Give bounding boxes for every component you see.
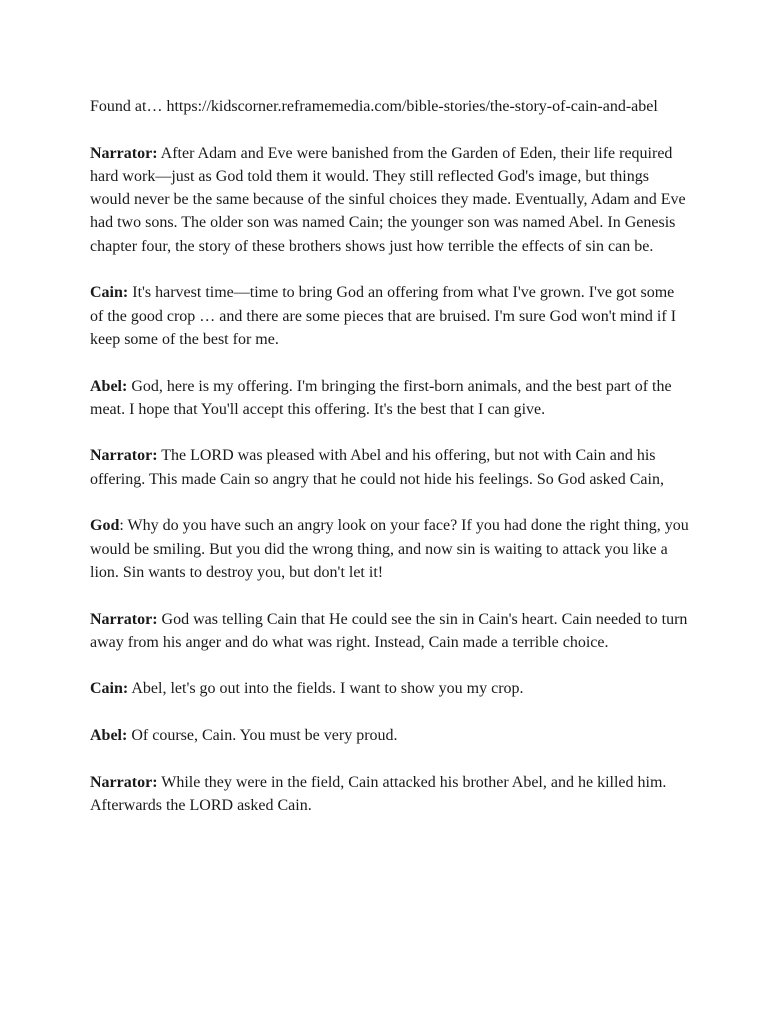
dialogue-text: Of course, Cain. You must be very proud. — [127, 727, 398, 745]
speaker-name: Abel: — [90, 377, 128, 395]
dialogue-paragraph — [90, 514, 690, 584]
dialogue-paragraph — [90, 444, 690, 491]
document-page — [90, 95, 690, 841]
dialogue-text: While they were in the field, Cain attacked his brother Abel, and he killed him. Afterwards the LORD asked Cain. — [90, 773, 667, 814]
source-prefix: Found at… — [90, 98, 167, 115]
dialogue-text: It's harvest time—time to bring God an offering from what I've grown. I've got some of the good crop … and there are some pieces that are bruised. I'm sure God won't mind if I keep some of the best for me. — [90, 284, 677, 348]
dialogue-paragraph — [90, 771, 690, 818]
speaker-name: Narrator: — [90, 144, 158, 162]
speaker-name: Cain: — [90, 284, 129, 302]
dialogue-text: : Why do you have such an angry look on your face? If you had done the right thing, you would be smiling. But you did the wrong thing, and now sin is waiting to attack you like a lion. Sin wants to destroy you, but don't let it! — [90, 517, 689, 581]
dialogue-text: After Adam and Eve were banished from the Garden of Eden, their life required hard work—just as God told them it would. They still reflected God's image, but things would never be the same because of the sinful choices they made. Eventually, Adam and Eve had two sons. The older son was named Cain; the younger son was named Abel. In Genesis chapter four, the story of these brothers shows just how terrible the effects of sin can be. — [90, 144, 686, 255]
dialogue-paragraph — [90, 724, 690, 747]
speaker-name: Narrator: — [90, 610, 158, 628]
source-line — [90, 95, 690, 118]
dialogue-text: Abel, let's go out into the fields. I want to show you my crop. — [128, 680, 524, 698]
dialogue-paragraph — [90, 608, 690, 655]
dialogue-text: The LORD was pleased with Abel and his offering, but not with Cain and his offering. This made Cain so angry that he could not hide his feelings. So God asked Cain, — [90, 447, 664, 488]
speaker-name: Cain: — [90, 680, 129, 698]
dialogue-paragraph — [90, 142, 690, 258]
dialogue-paragraph — [90, 281, 690, 351]
dialogue-paragraph — [90, 677, 690, 700]
dialogue-paragraph — [90, 375, 690, 422]
speaker-name: Narrator: — [90, 773, 158, 791]
speaker-name: God — [90, 517, 120, 535]
dialogue-text: God was telling Cain that He could see the sin in Cain's heart. Cain needed to turn away from his anger and do what was right. Instead, Cain made a terrible choice. — [90, 610, 688, 651]
speaker-name: Abel: — [90, 727, 128, 745]
speaker-name: Narrator: — [90, 447, 158, 465]
source-url: https://kidscorner.reframemedia.com/bible-stories/the-story-of-cain-and-abel — [166, 98, 658, 115]
dialogue-text: God, here is my offering. I'm bringing the first-born animals, and the best part of the meat. I hope that You'll accept this offering. It's the best that I can give. — [90, 377, 672, 418]
